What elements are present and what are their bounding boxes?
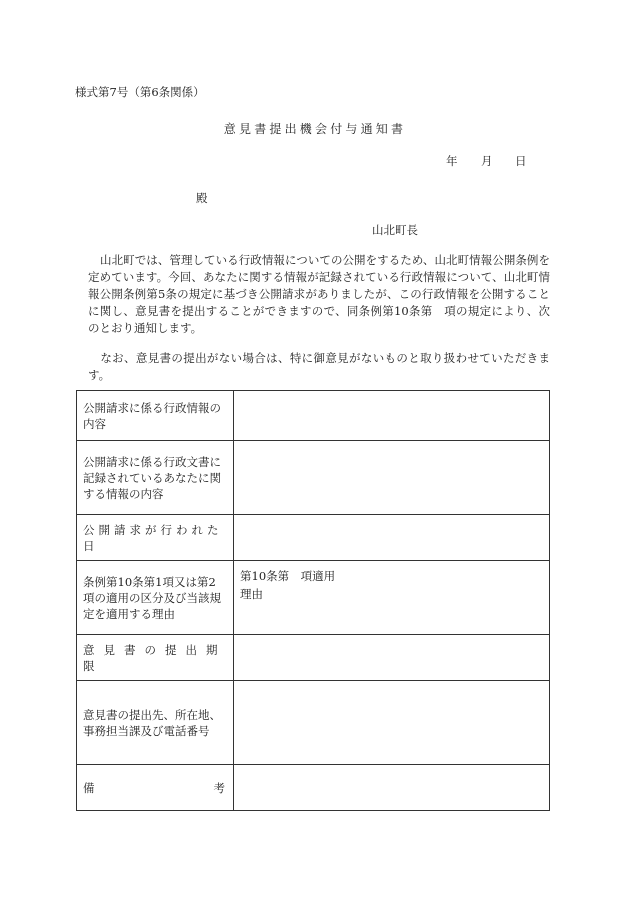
- table-row: [77, 391, 550, 441]
- notice-details-table: [76, 390, 550, 811]
- body-paragraph-1-text: 山北町では、管理している行政情報についての公開をするため、山北町情報公開条例を定めています。今回、あなたに関する情報が記録されている行政情報について、山北町情報公開条例第5条の規定に基づき公開請求がありましたが、この行政情報を公開することに関し、意見書を提出することができますので、同条例第10条第 項の規定により、次のとおり通知します。: [88, 253, 550, 335]
- table-row: [77, 681, 550, 765]
- remarks-label-right: 考: [213, 780, 225, 795]
- remarks-label-left: 備: [83, 780, 95, 795]
- row-label-submission-destination: 意見書の提出先、所在地、事務担当課及び電話番号: [77, 681, 234, 765]
- body-paragraph-1: [88, 252, 550, 337]
- document-title: 意見書提出機会付与通知書: [223, 122, 407, 136]
- table-row: [77, 515, 550, 561]
- row-label-remarks: [77, 765, 234, 811]
- applicable-clause-text: 第10条第 項適用: [240, 569, 336, 583]
- row-value-request-date: [234, 515, 550, 561]
- table-row: [77, 765, 550, 811]
- table-row: [77, 561, 550, 635]
- table-row: [77, 635, 550, 681]
- form-number: 様式第7号（第6条関係）: [75, 85, 205, 99]
- row-label-submission-deadline: 意見書の提出期限: [77, 635, 234, 681]
- body-paragraph-2: [88, 350, 550, 384]
- row-value-submission-destination: [234, 681, 550, 765]
- row-value-applicable-clause: [234, 561, 550, 635]
- date-year-label: 年: [446, 154, 458, 168]
- row-value-remarks: [234, 765, 550, 811]
- date-day-label: 日: [515, 154, 527, 168]
- body-paragraph-2-text: なお、意見書の提出がない場合は、特に御意見がないものと取り扱わせていただきます。: [88, 351, 550, 382]
- date-month-label: 月: [481, 154, 493, 168]
- reason-text: 理由: [240, 587, 263, 601]
- row-label-info-content: 公開請求に係る行政情報の内容: [77, 391, 234, 441]
- row-value-info-content: [234, 391, 550, 441]
- row-value-personal-info: [234, 441, 550, 515]
- addressee-honorific: 殿: [196, 191, 208, 205]
- row-label-applicable-clause: 条例第10条第1項又は第2項の適用の区分及び当該規定を適用する理由: [77, 561, 234, 635]
- row-label-personal-info: 公開請求に係る行政文書に記録されているあなたに関する情報の内容: [77, 441, 234, 515]
- row-value-submission-deadline: [234, 635, 550, 681]
- sender-name: 山北町長: [372, 223, 418, 237]
- row-label-request-date: 公開請求が行われた日: [77, 515, 234, 561]
- table-row: [77, 441, 550, 515]
